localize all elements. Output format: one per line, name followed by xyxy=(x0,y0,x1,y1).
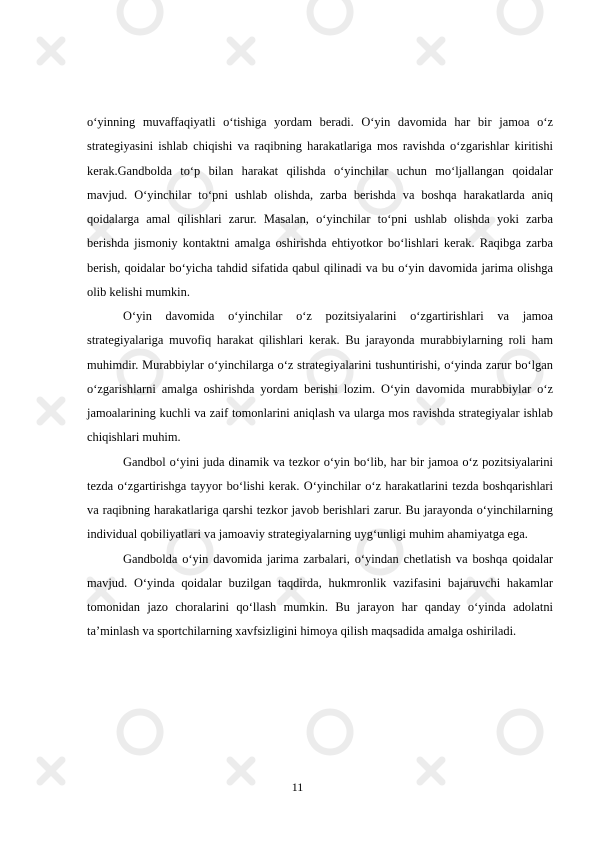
paragraph-3: Gandbol o‘yini juda dinamik va tezkor o‘yin bo‘lib, har bir jamoa o‘z pozitsiyalarini tezda o‘zgartirishga tayyor bo‘lishi kerak. O‘yinchilar o‘z harakatlarini tezda boshqarishlari va raqibning harakatlariga qarshi tezkor javob berishlari zarur. Bu jarayonda o‘yinchilarning individual qobiliyatlari va jamoaviy strategiyalarning uyg‘unligi muhim ahamiyatga ega. xyxy=(87,454,553,542)
paragraph-1: o‘yinning muvaffaqiyatli o‘tishiga yordam beradi. O‘yin davomida har bir jamoa o‘z strategiyasini ishlab chiqishi va raqibning harakatlariga mos ravishda o‘zgarishlar kiritishi kerak.Gandbolda to‘p bilan harakat qilishda o‘yinchilar uchun mo‘ljallangan qoidalar mavjud. O‘yinchilar to‘pni ushlab olishda, zarba berishda va boshqa harakatlarda aniq qoidalarga amal qilishlari zarur. Masalan, o‘yinchilar to‘pni ushlab olishda yoki zarba berishda jismoniy kontaktni amalga oshirishda ehtiyotkor bo‘lishlari kerak. Raqibga zarba berish, qoidalar bo‘yicha tahdid sifatida qabul qilinadi va bu o‘yin davomida jarima olishga olib kelishi mumkin. xyxy=(87,115,553,299)
paragraph-4: Gandbolda o‘yin davomida jarima zarbalari, o‘yindan chetlatish va boshqa qoidalar mavjud. O‘yinda qoidalar buzilgan taqdirda, hukmronlik vazifasini bajaruvchi hakamlar tomonidan jazo choralarini qo‘llash mumkin. Bu jarayon har qanday o‘yinda adolatni ta’minlash va sportchilarning xavfsizligini himoya qilish maqsadida amalga oshiriladi. xyxy=(87,551,553,639)
paragraph-2: O‘yin davomida o‘yinchilar o‘z pozitsiyalarini o‘zgartirishlari va jamoa strategiyalariga muvofiq harakat qilishlari kerak. Bu jarayonda murabbiylarning roli ham muhimdir. Murabbiylar o‘yinchilarga o‘z strategiyalarini tushuntirishi, o‘yinda zarur bo‘lgan o‘zgarishlarni amalga oshirishda yordam berishi lozim. O‘yin davomida murabbiylar o‘z jamoalarining kuchli va zaif tomonlarini aniqlash va ularga mos ravishda strategiyalar ishlab chiqishlari muhim. xyxy=(87,309,553,445)
page-number: 11 xyxy=(291,780,304,794)
page-body xyxy=(87,110,553,644)
